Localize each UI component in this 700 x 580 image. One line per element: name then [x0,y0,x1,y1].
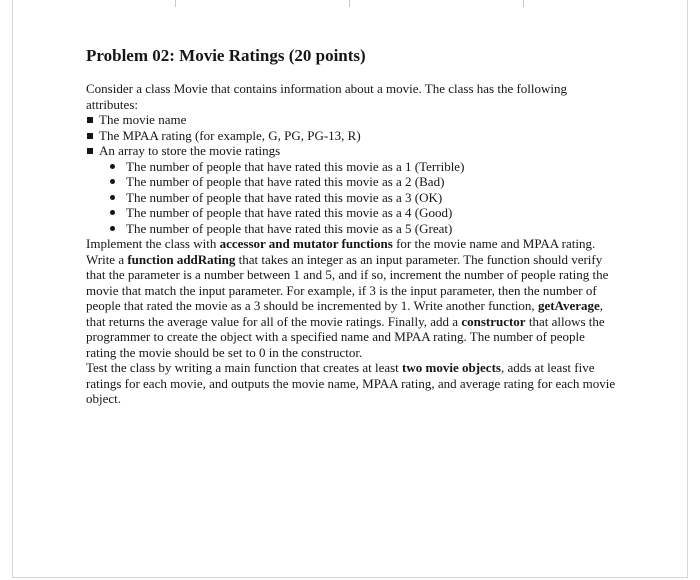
test-text: , adds at least five ratings for each movie, and outputs the movie name, MPAA rating, and average rating for each movie object. [86,360,616,406]
attribute-text: The movie name [99,112,187,127]
impl-bold-text: function addRating [127,251,236,267]
impl-text: that allows the programmer to create the object with a specified name and MPAA rating. The number of people rating the movie should be set to 0 in the constructor. [86,313,605,360]
top-divider-tick [523,0,524,7]
list-item [86,128,616,144]
ratings-list [108,159,616,237]
attributes-list [86,112,616,159]
impl-text: that takes an integer as an input parameter. The function should verify that the parameter is a number between 1 and 5, and if so, increment the number of people rating the movie that match the input parameter. For example, if 3 is the input parameter, then the number of people that rated the movie as a 3 should be incremented by 1. Write another function, [86,251,609,313]
list-item [108,159,616,175]
impl-bold-text: getAverage [537,298,600,313]
list-item [86,112,616,128]
rating-text: The number of people that have rated this movie as a 3 (OK) [126,189,443,205]
square-bullet-icon [87,148,93,154]
problem-title: Problem 02: Movie Ratings (20 points) [86,46,366,65]
impl-text: , that returns the average value for all of the movie ratings. Finally, add a [86,298,604,329]
implementation-paragraph [86,236,616,360]
impl-text: Implement the class with [86,236,220,251]
square-bullet-icon [87,133,93,139]
round-bullet-icon [110,195,115,200]
round-bullet-icon [110,164,115,169]
round-bullet-icon [110,210,115,215]
rating-text: The number of people that have rated this movie as a 1 (Terrible) [126,158,465,174]
list-item [108,221,616,237]
intro-paragraph: Consider a class Movie that contains information about a movie. The class has the following attributes: [86,81,568,112]
list-item [108,174,616,190]
top-divider-tick [175,0,176,7]
round-bullet-icon [110,226,115,231]
impl-text: for the movie name and MPAA rating. Write a [86,236,596,267]
list-item [108,190,616,206]
test-text: Test the class by writing a main function that creates at least [86,360,403,375]
rating-text: The number of people that have rated this movie as a 2 (Bad) [126,174,445,189]
list-item [86,143,616,159]
problem-content [86,46,616,407]
square-bullet-icon [87,117,93,123]
attribute-text: The MPAA rating (for example, G, PG, PG-13, R) [99,127,361,143]
test-paragraph [86,360,616,407]
rating-text: The number of people that have rated this movie as a 4 (Good) [126,205,453,220]
round-bullet-icon [110,179,115,184]
rating-text: The number of people that have rated this movie as a 5 (Great) [126,220,453,236]
attribute-text: An array to store the movie ratings [99,143,281,158]
impl-bold-text: accessor and mutator functions [219,236,393,251]
test-bold-text: two movie objects [402,360,501,375]
top-divider-tick [349,0,350,7]
list-item [108,205,616,221]
impl-bold-text: constructor [461,313,526,329]
